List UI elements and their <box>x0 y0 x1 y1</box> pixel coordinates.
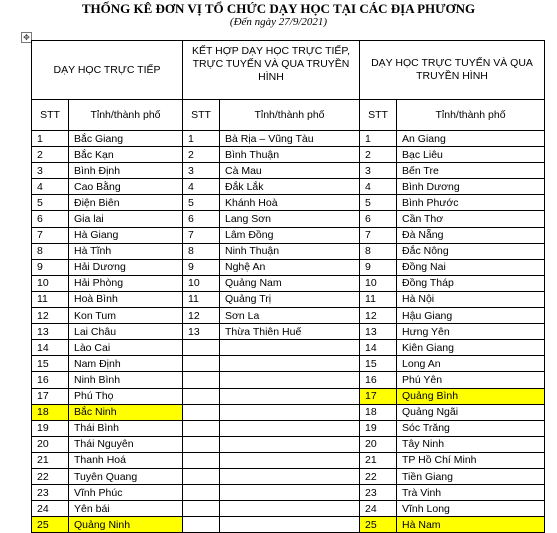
direct-province-cell: Hà Giang <box>69 227 183 243</box>
online-province-cell: Quảng Ngãi <box>397 404 545 420</box>
online-stt-cell: 2 <box>360 147 397 163</box>
direct-stt-cell: 2 <box>32 147 69 163</box>
table-row <box>32 372 545 388</box>
direct-province-cell: Bắc Ninh <box>69 404 183 420</box>
online-province-cell: Bạc Liêu <box>397 147 545 163</box>
direct-province-cell: Hải Phòng <box>69 275 183 291</box>
direct-province-cell: Lào Cai <box>69 340 183 356</box>
online-province-cell: Phú Yên <box>397 372 545 388</box>
hybrid-province-cell <box>220 372 360 388</box>
table-row <box>32 340 545 356</box>
direct-province-cell: Quảng Ninh <box>69 517 183 533</box>
hybrid-province-cell: Sơn La <box>220 308 360 324</box>
stt-header: STT <box>32 100 69 131</box>
online-province-cell: TP Hồ Chí Minh <box>397 452 545 468</box>
online-province-cell: Tiền Giang <box>397 468 545 484</box>
online-stt-cell: 25 <box>360 517 397 533</box>
online-province-cell: Trà Vinh <box>397 485 545 501</box>
hybrid-province-cell: Quảng Nam <box>220 275 360 291</box>
online-stt-cell: 23 <box>360 485 397 501</box>
online-province-cell: Đồng Tháp <box>397 275 545 291</box>
table-row <box>32 275 545 291</box>
hybrid-stt-cell <box>183 340 220 356</box>
hybrid-province-cell: Lang Sơn <box>220 211 360 227</box>
online-province-cell: Đồng Nai <box>397 259 545 275</box>
direct-province-cell: Thanh Hoá <box>69 452 183 468</box>
online-province-cell: Bình Phước <box>397 195 545 211</box>
hybrid-stt-cell <box>183 485 220 501</box>
direct-stt-cell: 6 <box>32 211 69 227</box>
hybrid-stt-cell <box>183 468 220 484</box>
hybrid-province-cell <box>220 420 360 436</box>
hybrid-stt-cell: 11 <box>183 291 220 307</box>
hybrid-province-cell: Đắk Lắk <box>220 179 360 195</box>
online-province-cell: Hà Nội <box>397 291 545 307</box>
hybrid-province-cell: Ninh Thuận <box>220 243 360 259</box>
table-row <box>32 420 545 436</box>
online-stt-cell: 15 <box>360 356 397 372</box>
online-province-cell: Đắc Nông <box>397 243 545 259</box>
province-header: Tỉnh/thành phố <box>397 100 545 131</box>
online-stt-cell: 21 <box>360 452 397 468</box>
table-row <box>32 147 545 163</box>
online-stt-cell: 6 <box>360 211 397 227</box>
hybrid-province-cell: Lâm Đồng <box>220 227 360 243</box>
direct-province-cell: Vĩnh Phúc <box>69 485 183 501</box>
table-row <box>32 243 545 259</box>
online-province-cell: Hậu Giang <box>397 308 545 324</box>
online-stt-cell: 9 <box>360 259 397 275</box>
hybrid-stt-cell: 3 <box>183 163 220 179</box>
online-stt-cell: 3 <box>360 163 397 179</box>
direct-stt-cell: 5 <box>32 195 69 211</box>
direct-stt-cell: 25 <box>32 517 69 533</box>
online-province-cell: Cần Thơ <box>397 211 545 227</box>
hybrid-province-cell: Thừa Thiên Huế <box>220 324 360 340</box>
direct-stt-cell: 17 <box>32 388 69 404</box>
online-province-cell: Vĩnh Long <box>397 501 545 517</box>
direct-stt-cell: 8 <box>32 243 69 259</box>
direct-province-cell: Kon Tum <box>69 308 183 324</box>
direct-province-cell: Gia lai <box>69 211 183 227</box>
table-row <box>32 404 545 420</box>
direct-stt-cell: 16 <box>32 372 69 388</box>
table-row <box>32 501 545 517</box>
online-province-cell: Sóc Trăng <box>397 420 545 436</box>
hybrid-stt-cell <box>183 388 220 404</box>
table-row <box>32 308 545 324</box>
direct-stt-cell: 10 <box>32 275 69 291</box>
direct-province-cell: Yên bái <box>69 501 183 517</box>
hybrid-province-cell <box>220 356 360 372</box>
table-row <box>32 324 545 340</box>
hybrid-province-cell <box>220 404 360 420</box>
hybrid-stt-cell <box>183 501 220 517</box>
online-stt-cell: 5 <box>360 195 397 211</box>
direct-stt-cell: 24 <box>32 501 69 517</box>
direct-stt-cell: 1 <box>32 131 69 147</box>
hybrid-province-cell <box>220 388 360 404</box>
direct-province-cell: Bắc Giang <box>69 131 183 147</box>
online-stt-cell: 16 <box>360 372 397 388</box>
direct-stt-cell: 19 <box>32 420 69 436</box>
direct-stt-cell: 23 <box>32 485 69 501</box>
group-header-hybrid: KẾT HỢP DẠY HỌC TRỰC TIẾP, TRỰC TUYẾN VÀ QUA TRUYỀN HÌNH <box>183 41 360 100</box>
direct-stt-cell: 14 <box>32 340 69 356</box>
online-stt-cell: 18 <box>360 404 397 420</box>
hybrid-stt-cell: 7 <box>183 227 220 243</box>
direct-stt-cell: 15 <box>32 356 69 372</box>
statistics-table <box>31 40 545 533</box>
direct-stt-cell: 9 <box>32 259 69 275</box>
hybrid-stt-cell <box>183 356 220 372</box>
direct-stt-cell: 20 <box>32 436 69 452</box>
move-cross-icon[interactable]: ✥ <box>21 32 32 43</box>
online-stt-cell: 19 <box>360 420 397 436</box>
hybrid-stt-cell: 6 <box>183 211 220 227</box>
direct-province-cell: Hải Dương <box>69 259 183 275</box>
table-row <box>32 517 545 533</box>
hybrid-stt-cell: 1 <box>183 131 220 147</box>
hybrid-province-cell <box>220 436 360 452</box>
hybrid-province-cell <box>220 468 360 484</box>
hybrid-stt-cell: 12 <box>183 308 220 324</box>
online-stt-cell: 11 <box>360 291 397 307</box>
online-stt-cell: 13 <box>360 324 397 340</box>
online-stt-cell: 17 <box>360 388 397 404</box>
table-row <box>32 163 545 179</box>
online-province-cell: Long An <box>397 356 545 372</box>
hybrid-province-cell: Bà Rịa – Vũng Tàu <box>220 131 360 147</box>
online-stt-cell: 20 <box>360 436 397 452</box>
online-province-cell: Quảng Bình <box>397 388 545 404</box>
hybrid-stt-cell: 2 <box>183 147 220 163</box>
hybrid-province-cell <box>220 452 360 468</box>
column-header-row <box>32 100 545 131</box>
table-row <box>32 259 545 275</box>
online-stt-cell: 8 <box>360 243 397 259</box>
hybrid-stt-cell: 4 <box>183 179 220 195</box>
document-title: THỐNG KÊ ĐƠN VỊ TỔ CHỨC DẠY HỌC TẠI CÁC ĐỊA PHƯƠNG <box>81 1 476 16</box>
group-header-row <box>32 41 545 100</box>
direct-province-cell: Phú Thọ <box>69 388 183 404</box>
table-row <box>32 227 545 243</box>
direct-stt-cell: 22 <box>32 468 69 484</box>
hybrid-province-cell: Quảng Trị <box>220 291 360 307</box>
table-row <box>32 179 545 195</box>
direct-province-cell: Lai Châu <box>69 324 183 340</box>
hybrid-stt-cell <box>183 452 220 468</box>
table-row <box>32 485 545 501</box>
document-subtitle: (Đến ngày 27/9/2021) <box>229 16 328 28</box>
province-header: Tỉnh/thành phố <box>220 100 360 131</box>
direct-stt-cell: 18 <box>32 404 69 420</box>
hybrid-province-cell <box>220 340 360 356</box>
direct-province-cell: Thái Bình <box>69 420 183 436</box>
hybrid-stt-cell: 5 <box>183 195 220 211</box>
direct-province-cell: Ninh Bình <box>69 372 183 388</box>
table-row <box>32 452 545 468</box>
direct-province-cell: Nam Định <box>69 356 183 372</box>
group-header-direct: DẠY HỌC TRỰC TIẾP <box>32 41 183 100</box>
group-header-online: DẠY HỌC TRỰC TUYẾN VÀ QUA TRUYỀN HÌNH <box>360 41 545 100</box>
direct-province-cell: Cao Bằng <box>69 179 183 195</box>
table-row <box>32 388 545 404</box>
direct-province-cell: Bắc Kạn <box>69 147 183 163</box>
hybrid-province-cell <box>220 501 360 517</box>
table-row <box>32 131 545 147</box>
direct-stt-cell: 3 <box>32 163 69 179</box>
direct-stt-cell: 13 <box>32 324 69 340</box>
direct-province-cell: Hoà Bình <box>69 291 183 307</box>
online-stt-cell: 22 <box>360 468 397 484</box>
online-province-cell: Hưng Yên <box>397 324 545 340</box>
stt-header: STT <box>360 100 397 131</box>
hybrid-province-cell: Cà Mau <box>220 163 360 179</box>
province-header: Tỉnh/thành phố <box>69 100 183 131</box>
hybrid-stt-cell <box>183 420 220 436</box>
hybrid-stt-cell <box>183 436 220 452</box>
hybrid-stt-cell: 10 <box>183 275 220 291</box>
online-stt-cell: 12 <box>360 308 397 324</box>
direct-stt-cell: 21 <box>32 452 69 468</box>
direct-province-cell: Thái Nguyên <box>69 436 183 452</box>
direct-stt-cell: 4 <box>32 179 69 195</box>
online-province-cell: Kiên Giang <box>397 340 545 356</box>
direct-province-cell: Bình Định <box>69 163 183 179</box>
hybrid-stt-cell <box>183 372 220 388</box>
table-row <box>32 436 545 452</box>
hybrid-stt-cell: 8 <box>183 243 220 259</box>
online-province-cell: Đà Nẵng <box>397 227 545 243</box>
hybrid-stt-cell <box>183 404 220 420</box>
hybrid-stt-cell <box>183 517 220 533</box>
online-stt-cell: 14 <box>360 340 397 356</box>
online-province-cell: An Giang <box>397 131 545 147</box>
direct-province-cell: Điện Biên <box>69 195 183 211</box>
stt-header: STT <box>183 100 220 131</box>
hybrid-province-cell: Khánh Hoà <box>220 195 360 211</box>
hybrid-province-cell: Bình Thuận <box>220 147 360 163</box>
online-province-cell: Hà Nam <box>397 517 545 533</box>
direct-province-cell: Hà Tĩnh <box>69 243 183 259</box>
table-row <box>32 195 545 211</box>
online-stt-cell: 7 <box>360 227 397 243</box>
hybrid-province-cell <box>220 517 360 533</box>
online-stt-cell: 10 <box>360 275 397 291</box>
online-stt-cell: 1 <box>360 131 397 147</box>
table-row <box>32 468 545 484</box>
online-stt-cell: 4 <box>360 179 397 195</box>
table-row <box>32 356 545 372</box>
hybrid-province-cell <box>220 485 360 501</box>
hybrid-province-cell: Nghệ An <box>220 259 360 275</box>
table-row <box>32 211 545 227</box>
online-stt-cell: 24 <box>360 501 397 517</box>
online-province-cell: Bến Tre <box>397 163 545 179</box>
online-province-cell: Tây Ninh <box>397 436 545 452</box>
online-province-cell: Bình Dương <box>397 179 545 195</box>
direct-stt-cell: 12 <box>32 308 69 324</box>
direct-stt-cell: 11 <box>32 291 69 307</box>
direct-province-cell: Tuyên Quang <box>69 468 183 484</box>
table-row <box>32 291 545 307</box>
hybrid-stt-cell: 13 <box>183 324 220 340</box>
direct-stt-cell: 7 <box>32 227 69 243</box>
hybrid-stt-cell: 9 <box>183 259 220 275</box>
